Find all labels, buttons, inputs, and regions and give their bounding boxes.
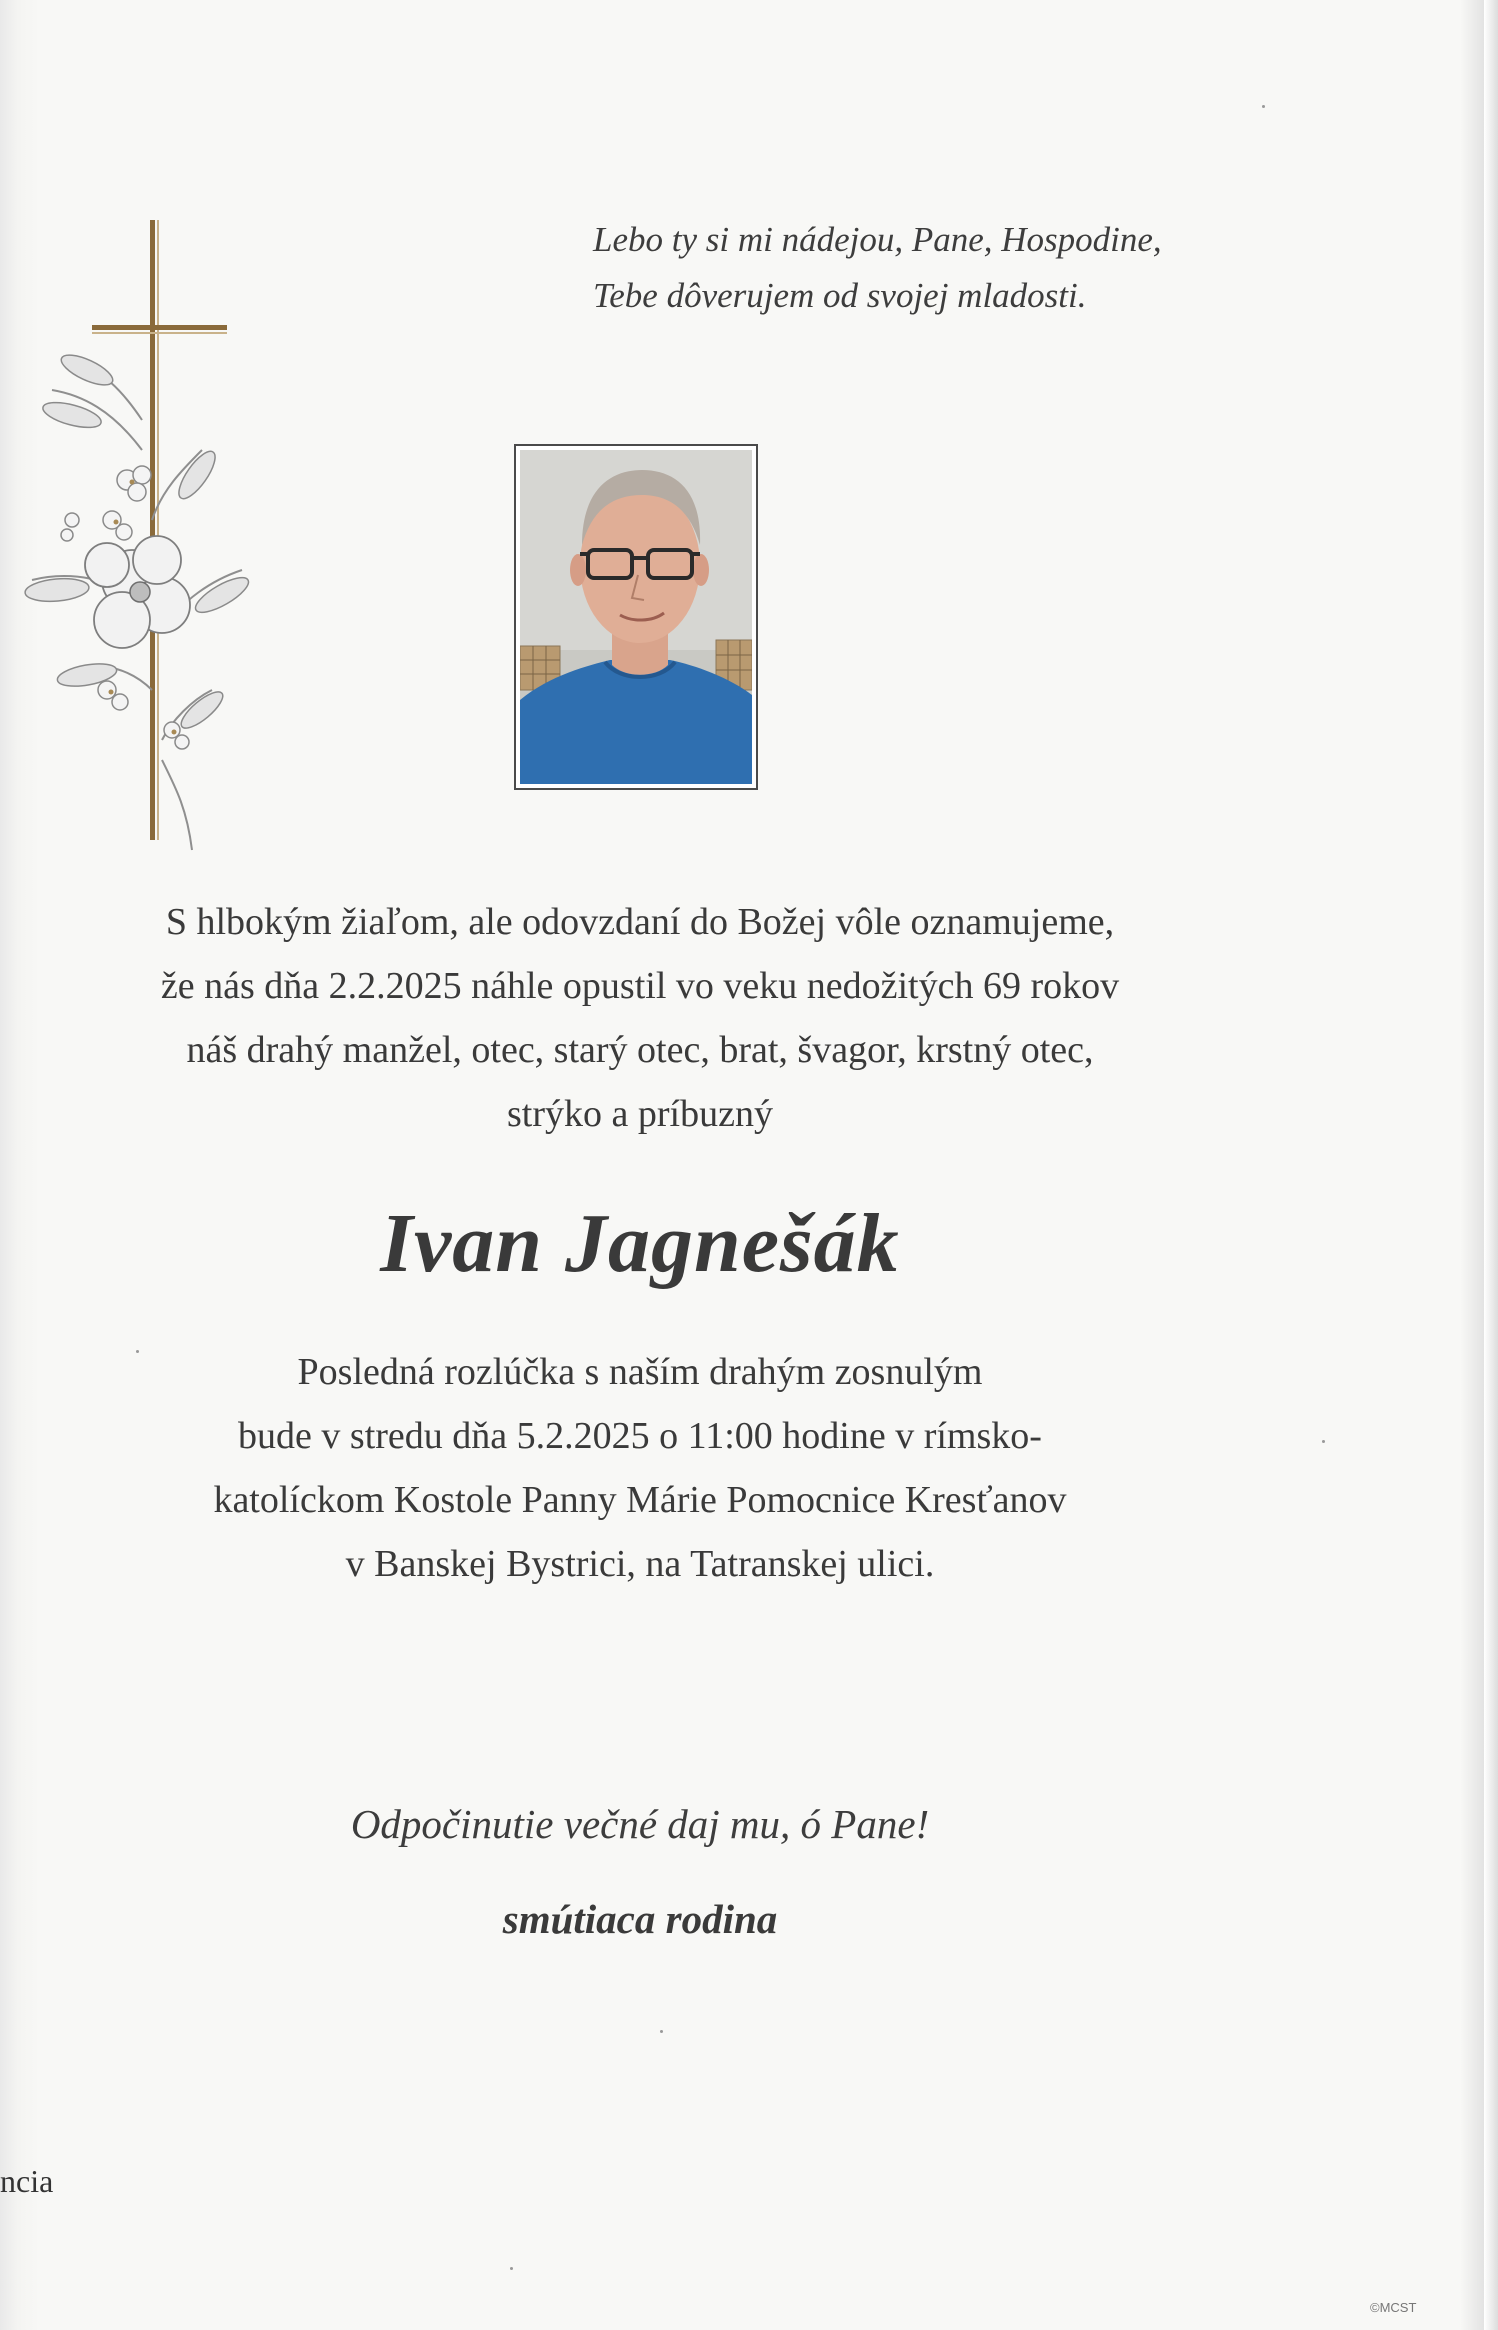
paper-speck [1262,105,1265,108]
paper-edge [1484,0,1498,2330]
closing-prayer: Odpočinutie večné daj mu, ó Pane! [350,1801,930,1847]
funeral-line-4: v Banskej Bystrici, na Tatranskej ulici. [345,1543,935,1585]
paper-speck [510,2267,513,2270]
funeral-line-3: katolíckom Kostole Panny Márie Pomocnice Kresťanov [213,1479,1067,1521]
margin-fragment: ncia [0,2163,54,2199]
death-announcement [40,890,1240,1146]
bible-verse-line-2: Tebe dôverujem od svojej mladosti. [593,276,1087,315]
portrait-photo [520,450,752,784]
family-signature: smútiaca rodina [502,1896,778,1942]
announcement-line-2: že nás dňa 2.2.2025 náhle opustil vo veku nedožitých 69 rokov [160,965,1120,1007]
bible-verse [593,212,1293,324]
corner-mark: ©MCST [1370,2300,1417,2315]
funeral-line-1: Posledná rozlúčka s naším drahým zosnulým [297,1351,983,1393]
paper-speck [1322,1440,1325,1443]
announcement-line-4: strýko a príbuzný [507,1093,773,1135]
funeral-line-2: bude v stredu dňa 5.2.2025 o 11:00 hodine v rímsko- [238,1415,1042,1457]
portrait-photo-frame [514,444,758,790]
paper-speck [660,2030,663,2033]
deceased-name: Ivan Jagnešák [380,1197,900,1290]
cross-with-flowers-icon [12,220,272,860]
announcement-line-3: náš drahý manžel, otec, starý otec, brat, švagor, krstný otec, [186,1029,1094,1071]
bible-verse-line-1: Lebo ty si mi nádejou, Pane, Hospodine, [593,220,1162,259]
paper-speck [136,1350,139,1353]
announcement-line-1: S hlbokým žiaľom, ale odovzdaní do Božej vôle oznamujeme, [165,901,1115,943]
funeral-details [40,1340,1240,1596]
